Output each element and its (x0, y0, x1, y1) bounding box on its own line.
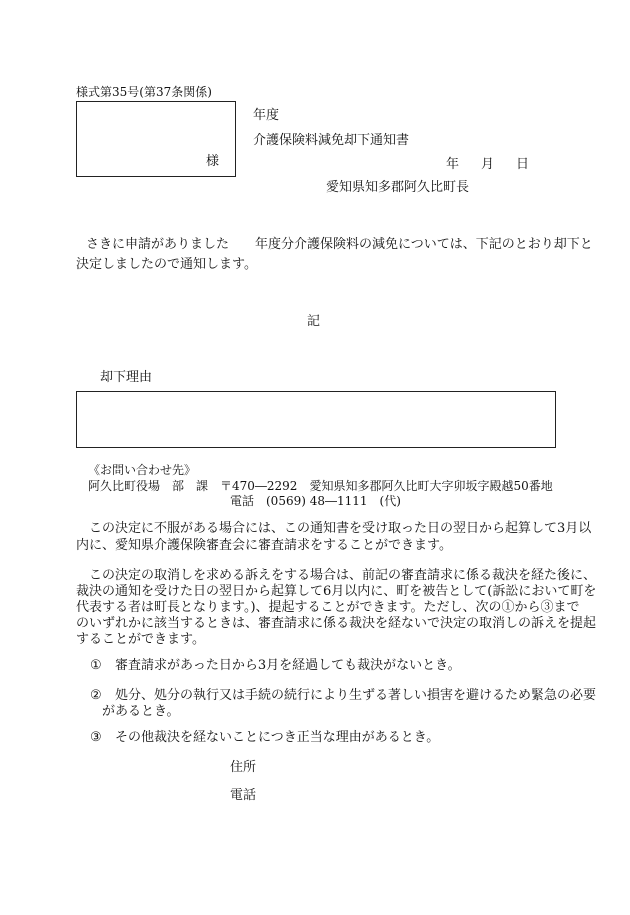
lawsuit-notice-line-3: 代表する者は町長となります。)、提起することができます。ただし、次の①から③まで (76, 600, 580, 615)
review-notice-line-1: この決定に不服がある場合には、この通知書を受け取った日の翌日から起算して3月以 (89, 521, 592, 536)
condition-1-number: ① (90, 658, 102, 673)
ki-heading: 記 (307, 314, 321, 329)
condition-1-text: 審査請求があった日から3月を経過しても裁決がないとき。 (115, 658, 461, 673)
condition-2-text-cont: があるとき。 (102, 704, 180, 719)
recipient-honorific: 様 (205, 154, 219, 169)
intro-line-1: さきに申請がありました 年度分介護保険料の減免については、下記のとおり却下と (86, 237, 593, 252)
intro-line-2: 決定しましたので通知します。 (76, 257, 257, 272)
lawsuit-notice-line-1: この決定の取消しを求める訴えをする場合は、前記の審査請求に係る裁決を経た後に、 (89, 568, 597, 583)
footer-phone-label: 電話 (230, 788, 257, 803)
date-month: 月 (481, 157, 495, 172)
condition-2-text: 処分、処分の執行又は手続の続行により生ずる著しい損害を避けるため緊急の必要 (115, 688, 597, 703)
date-day: 日 (516, 157, 530, 172)
lawsuit-notice-line-2: 裁決の通知を受けた日の翌日から起算して6月以内に、町を被告として(訴訟において町を (76, 584, 597, 599)
document-title: 介護保険料減免却下通知書 (253, 133, 410, 148)
lawsuit-notice-line-5: することができます。 (76, 632, 205, 647)
review-notice-line-2: 内に、愛知県介護保険審査会に審査請求をすることができます。 (76, 538, 452, 553)
condition-3-number: ③ (90, 730, 102, 745)
rejection-reason-box (76, 391, 556, 448)
footer-address-label: 住所 (230, 760, 257, 775)
fiscal-year-label: 年度 (253, 108, 280, 123)
contact-line-1: 阿久比町役場 部 課 〒470―2292 愛知県知多郡阿久比町大字卯坂字殿越50番地 (88, 479, 553, 493)
condition-3-text: その他裁決を経ないことにつき正当な理由があるとき。 (115, 730, 440, 745)
issuer-name: 愛知県知多郡阿久比町長 (326, 180, 470, 195)
date-year: 年 (446, 157, 460, 172)
contact-heading: 《お問い合わせ先》 (88, 463, 197, 477)
contact-line-2: 電話 (0569) 48―1111 (代) (230, 494, 401, 508)
rejection-reason-label: 却下理由 (100, 370, 153, 385)
recipient-address-box (76, 101, 236, 177)
lawsuit-notice-line-4: のいずれかに該当するときは、審査請求に係る裁決を経ないで決定の取消しの訴えを提起 (76, 616, 597, 631)
form-number: 様式第35号(第37条関係) (76, 85, 212, 99)
condition-2-number: ② (90, 688, 102, 703)
